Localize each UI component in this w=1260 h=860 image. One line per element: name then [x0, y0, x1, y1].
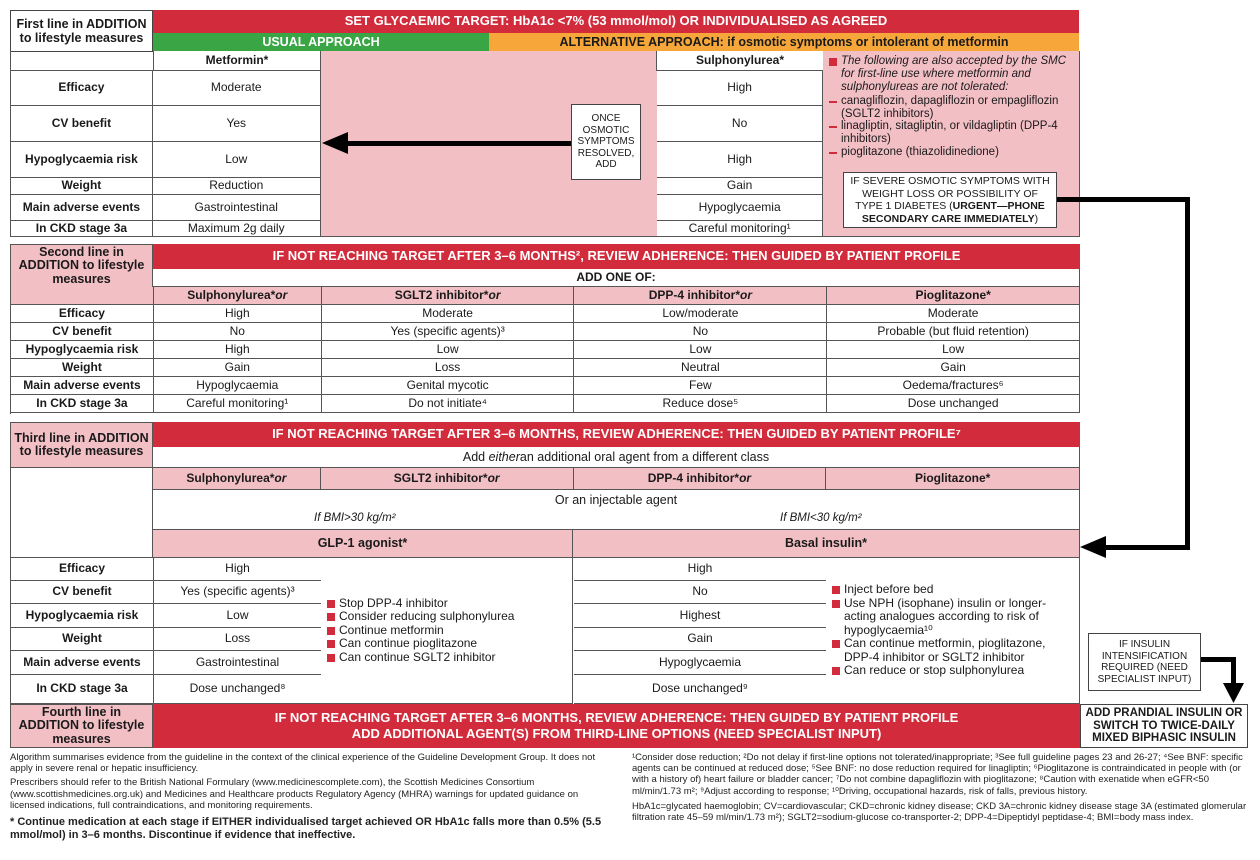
fourth-banner-line2: ADD ADDITIONAL AGENT(S) FROM THIRD-LINE OPTIONS (NEED SPECIALIST INPUT) [351, 726, 882, 741]
row-label: Weight [11, 628, 154, 651]
severe-arrow-h [1057, 197, 1190, 202]
second-value: Low [574, 341, 827, 359]
basal-value: Highest [574, 604, 827, 628]
footer-p3: * Continue medication at each stage if EITHER individualised target achieved OR HbA1c falls more than 0.5% (5.5 mmol/mol) in 3–6 months. Discontinue if evidence that ineffective. [10, 816, 602, 842]
row-label: CV benefit [11, 323, 154, 341]
severe-arrow-v [1185, 197, 1190, 550]
metformin-value: Maximum 2g daily [153, 221, 321, 237]
second-value: Yes (specific agents)³ [322, 323, 575, 341]
arrowhead-left-icon-2 [1080, 536, 1106, 558]
basal-note: Use NPH (isophane) insulin or longer-acting analogues according to risk of hypoglycaemia¹⁰ [832, 597, 1073, 637]
smc-item: canagliflozin, dapagliflozin or empagliflozin (SGLT2 inhibitors) [829, 95, 1073, 121]
metformin-value: Yes [153, 106, 321, 142]
glp-value: High [154, 558, 322, 581]
glp-note: Can continue pioglitazone [327, 637, 514, 650]
footer-p1: Algorithm summarises evidence from the guideline in the context of the clinical experience of the Guideline Development Group. It does not apply in severe renal or hepatic insufficiency. [10, 752, 596, 775]
glp-value: Gastrointestinal [154, 651, 322, 675]
smc-item: linagliptin, sitagliptin, or vildagliptin (DPP-4 inhibitors) [829, 120, 1073, 146]
bmi-lo: If BMI<30 kg/m² [780, 512, 862, 524]
third-add-either: Add either an additional oral agent from a different class [153, 447, 1080, 468]
fourth-banner-line1: IF NOT REACHING TARGET AFTER 3–6 MONTHS, REVIEW ADHERENCE: THEN GUIDED BY PATIENT PROFILE [274, 709, 959, 725]
smc-item: pioglitazone (thiazolidinedione) [829, 146, 1073, 159]
row-label: Main adverse events [11, 651, 154, 675]
basal-value: Gain [574, 628, 827, 651]
second-value: Low/moderate [574, 305, 827, 323]
sulphonylurea-header: Sulphonylurea* [657, 51, 824, 71]
second-value: No [154, 323, 322, 341]
basal-header: Basal insulin* [573, 530, 1080, 558]
second-head-row [11, 287, 1080, 305]
third-left-blank [10, 468, 153, 558]
basal-value: No [574, 581, 827, 604]
insulin-intensification-box: IF INSULIN INTENSIFICATION REQUIRED (NEED SPECIALIST INPUT) [1088, 633, 1201, 691]
row-label: In CKD stage 3a [10, 221, 153, 237]
basal-note: Can reduce or stop sulphonylurea [832, 664, 1073, 677]
second-line-table [10, 287, 1080, 414]
basal-note: Can continue metformin, pioglitazone, DPP-4 inhibitor or SGLT2 inhibitor [832, 637, 1073, 664]
second-value: Low [827, 341, 1080, 359]
second-head-cell: DPP-4 inhibitor* or [574, 287, 827, 305]
second-value: Hypoglycaemia [154, 377, 322, 395]
row-label: CV benefit [11, 581, 154, 604]
second-value: Low [322, 341, 575, 359]
glp-header: GLP-1 agonist* [153, 530, 573, 558]
sulphonylurea-value: No [656, 106, 823, 142]
bmi-hi: If BMI>30 kg/m² [314, 512, 396, 524]
row-label: Efficacy [11, 558, 154, 581]
second-head-cell: Sulphonylurea* or [154, 287, 322, 305]
third-head-cell: SGLT2 inhibitor* or [321, 468, 574, 489]
basal-value: High [574, 558, 827, 581]
sulphonylurea-value: High [656, 71, 823, 106]
sulphonylurea-value: Hypoglycaemia [656, 195, 823, 221]
second-head-cell: Pioglitazone* [827, 287, 1080, 305]
footer-n1: ¹Consider dose reduction; ²Do not delay if first-line options not tolerated/inappropriate; ³See full guideline pages 23 and 26-27; ⁴See BNF: specific agents can be continued at reduced dose; ⁵See BNF: no dose reduction required for linagliptin; ⁶Pioglitazone is contraindicated in people with (or with a history of) heart failure or bladder cancer; ⁷Do not combine dapagliflozin with pioglitazone; ⁸Caution with exenatide when eGFR<50 ml/min/1.73 m²; ⁹Adjust according to response; ¹⁰Driving, occupational hazards, risk of falls, previous history. [632, 752, 1243, 797]
third-banner: IF NOT REACHING TARGET AFTER 3–6 MONTHS, REVIEW ADHERENCE: THEN GUIDED BY PATIENT PROFILE⁷ [153, 422, 1080, 447]
second-value: Do not initiate⁴ [322, 395, 575, 413]
bmi-row-border [153, 510, 1080, 530]
row-label: Efficacy [11, 305, 154, 323]
second-value: Loss [322, 359, 575, 377]
prandial-box: ADD PRANDIAL INSULIN OR SWITCH TO TWICE-DAILY MIXED BIPHASIC INSULIN [1080, 704, 1248, 748]
basal-note: Inject before bed [832, 583, 1073, 596]
second-value: Moderate [322, 305, 575, 323]
basal-value: Hypoglycaemia [574, 651, 827, 675]
first-target-banner: SET GLYCAEMIC TARGET: HbA1c <7% (53 mmol/mol) OR INDIVIDUALISED AS AGREED [153, 10, 1079, 33]
third-head-cell: Pioglitazone* [914, 470, 991, 485]
second-value: Dose unchanged [827, 395, 1080, 413]
third-head-cell: Sulphonylurea* or [153, 468, 321, 489]
fourth-line-label: Fourth line in ADDITION to lifestyle measures [10, 704, 153, 748]
alternative-approach: ALTERNATIVE APPROACH: if osmotic symptoms or intolerant of metformin [489, 33, 1079, 51]
glp-value: Low [154, 604, 322, 628]
row-label: Hypoglycaemia risk [11, 604, 154, 628]
glp-value: Dose unchanged⁸ [154, 675, 322, 704]
first-line-label: First line in ADDITION to lifestyle measures [10, 10, 153, 52]
second-value: Moderate [827, 305, 1080, 323]
glp-note: Stop DPP-4 inhibitor [327, 597, 514, 610]
second-row [11, 341, 1080, 359]
second-value: Gain [827, 359, 1080, 377]
third-head-row [153, 468, 1080, 490]
glp-value: Yes (specific agents)³ [154, 581, 322, 604]
second-head-cell: SGLT2 inhibitor* or [322, 287, 575, 305]
row-label: Hypoglycaemia risk [11, 341, 154, 359]
smc-list [829, 95, 1073, 159]
second-value: High [154, 305, 322, 323]
row-label: In CKD stage 3a [11, 395, 154, 413]
second-value: Reduce dose⁵ [574, 395, 827, 413]
smc-intro: The following are also accepted by the SMC for first-line use where metformin and sulphonylureas are not tolerated: [841, 55, 1067, 93]
second-row [11, 359, 1080, 377]
severe-symptoms-box: IF SEVERE OSMOTIC SYMPTOMS WITH WEIGHT LOSS OR POSSIBILITY OF TYPE 1 DIABETES (URGENT—PHONE SECONDARY CARE IMMEDIATELY) [843, 172, 1057, 228]
second-line-label: Second line in ADDITION to lifestyle measures [10, 244, 153, 288]
row-label: Main adverse events [11, 377, 154, 395]
row-label: Efficacy [10, 71, 153, 106]
basal-notes-cell [826, 558, 1080, 704]
injectable-text: Or an injectable agent [153, 490, 1080, 510]
glp-notes-cell [321, 558, 573, 704]
row-label: Main adverse events [10, 195, 153, 221]
second-value: Genital mycotic [322, 377, 575, 395]
glp-value: Loss [154, 628, 322, 651]
metformin-value: Low [153, 142, 321, 178]
sulphonylurea-value: Careful monitoring¹ [656, 221, 823, 237]
second-value: Few [574, 377, 827, 395]
row-label: Hypoglycaemia risk [10, 142, 153, 178]
metformin-value: Gastrointestinal [153, 195, 321, 221]
row-label: Weight [10, 178, 153, 195]
basal-notes [832, 583, 1073, 677]
footer-p2: Prescribers should refer to the British National Formulary (www.medicinescomplete.com), the Scottish Medicines Consortium (www.scottishmedicines.org.uk) and Medicines and Healthcare products Regulatory Agency (MHRA) warnings for updated guidance on licensed indications, full contraindications, and monitoring requirements. [10, 777, 579, 811]
second-row [11, 395, 1080, 413]
second-value: Neutral [574, 359, 827, 377]
second-value: High [154, 341, 322, 359]
arrow-to-metformin [345, 141, 571, 146]
severe-arrow-h2 [1102, 545, 1190, 550]
row-label: CV benefit [10, 106, 153, 142]
glp-notes [327, 597, 514, 664]
sulphonylurea-value: High [656, 142, 823, 178]
second-row [11, 377, 1080, 395]
fourth-banner [153, 704, 1080, 748]
sulphonylurea-value: Gain [656, 178, 823, 195]
arrowhead-down-icon [1223, 683, 1244, 703]
third-line-label: Third line in ADDITION to lifestyle measures [10, 422, 153, 468]
second-value: Probable (but fluid retention) [827, 323, 1080, 341]
second-value: Oedema/fractures⁶ [827, 377, 1080, 395]
usual-approach: USUAL APPROACH [153, 33, 489, 51]
glp-note: Continue metformin [327, 624, 514, 637]
footer-left [10, 752, 615, 842]
basal-value: Dose unchanged⁹ [574, 675, 827, 704]
metformin-header: Metformin* [154, 51, 321, 71]
footer-right [632, 752, 1250, 823]
blank-cell [11, 287, 154, 305]
second-row [11, 323, 1080, 341]
intens-arrow-v [1231, 657, 1236, 685]
second-value: No [574, 323, 827, 341]
second-row [11, 305, 1080, 323]
metformin-value: Moderate [153, 71, 321, 106]
second-banner: IF NOT REACHING TARGET AFTER 3–6 MONTHS², REVIEW ADHERENCE: THEN GUIDED BY PATIENT PROFILE [153, 244, 1080, 269]
glp-note: Can continue SGLT2 inhibitor [327, 651, 514, 664]
second-value: Gain [154, 359, 322, 377]
third-head-cell: DPP-4 inhibitor* or [574, 468, 827, 489]
glp-note: Consider reducing sulphonylurea [327, 610, 514, 623]
arrowhead-left-icon [322, 132, 348, 154]
row-label: In CKD stage 3a [11, 675, 154, 704]
once-resolved-box: ONCE OSMOTIC SYMPTOMS RESOLVED, ADD [571, 104, 641, 180]
footer-n2: HbA1c=glycated haemoglobin; CV=cardiovascular; CKD=chronic kidney disease; CKD 3A=chronic kidney disease stage 3A (estimated glomerular filtration rate 45–59 ml/min/1.73 m²); SGLT2=sodium-glucose co-transporter-2; DPP-4=Dipeptidyl peptidase-4; BMI=body mass index. [632, 800, 1247, 824]
second-add-one: ADD ONE OF: [153, 269, 1080, 287]
metformin-value: Reduction [153, 178, 321, 195]
row-label: Weight [11, 359, 154, 377]
second-value: Careful monitoring¹ [154, 395, 322, 413]
